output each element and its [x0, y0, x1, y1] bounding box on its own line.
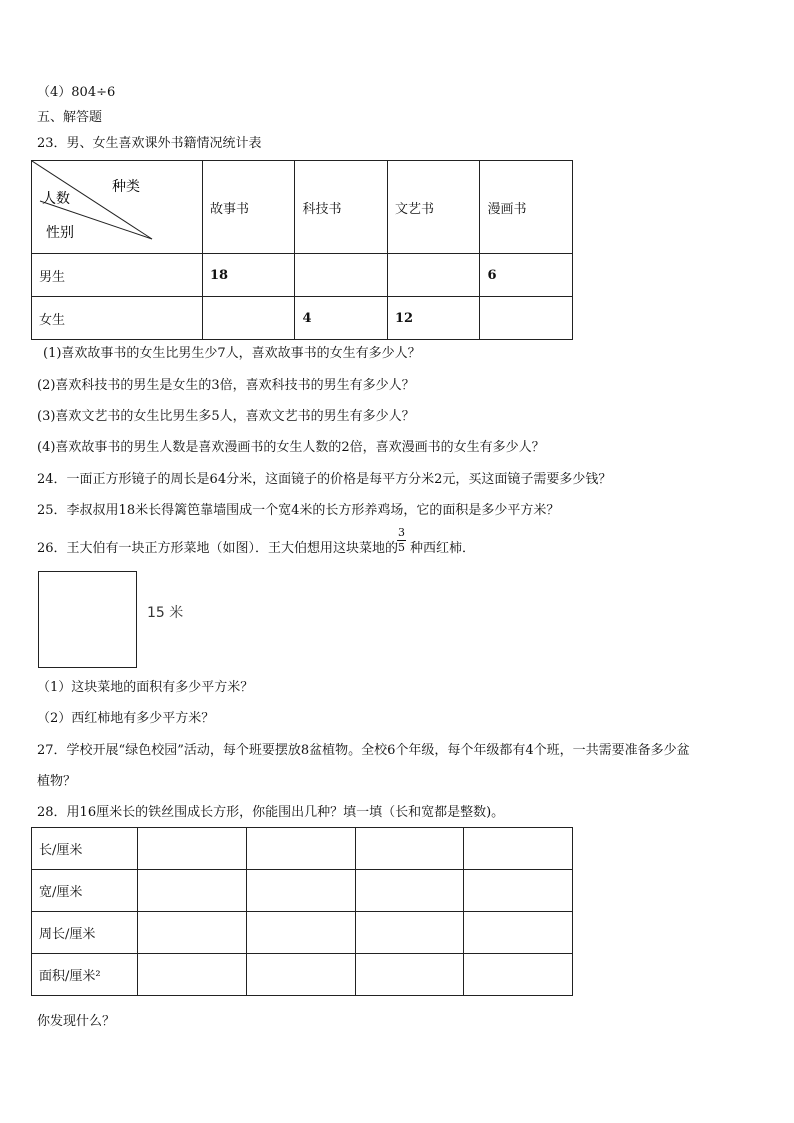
table-cell: 6 [480, 254, 573, 297]
q23-table [31, 160, 573, 340]
garden-square-figure [38, 571, 137, 668]
answer-cell[interactable] [246, 954, 355, 996]
table-row [32, 954, 573, 996]
answer-cell[interactable] [138, 870, 247, 912]
row-label: 长/厘米 [32, 828, 138, 870]
answer-cell[interactable] [355, 954, 464, 996]
fraction-denominator: 5 [398, 541, 405, 554]
q28-table [31, 827, 573, 996]
q27: 27．学校开展“绿色校园”活动，每个班要摆放8盆植物。全校6个年级，每个年级都有4个班，一共需要准备多少盆 [37, 743, 690, 758]
corner-label-count: 人数 [42, 192, 70, 207]
answer-cell[interactable] [246, 828, 355, 870]
table-row [32, 297, 573, 340]
row-label: 女生 [32, 297, 203, 340]
answer-cell[interactable] [246, 912, 355, 954]
answer-cell[interactable] [355, 912, 464, 954]
column-header: 文艺书 [387, 161, 480, 254]
answer-cell[interactable] [355, 828, 464, 870]
table-cell [202, 297, 295, 340]
q26-fraction [397, 527, 406, 554]
column-header: 故事书 [202, 161, 295, 254]
q23-sub4: (4)喜欢故事书的男生人数是喜欢漫画书的女生人数的2倍，喜欢漫画书的女生有多少人？ [37, 440, 545, 455]
row-label: 男生 [32, 254, 203, 297]
q23-sub2: (2)喜欢科技书的男生是女生的3倍，喜欢科技书的男生有多少人？ [37, 378, 415, 393]
answer-cell[interactable] [138, 954, 247, 996]
diagonal-header-cell [32, 161, 203, 254]
table-row [32, 870, 573, 912]
row-label: 面积/厘米² [32, 954, 138, 996]
fraction-numerator: 3 [398, 526, 405, 539]
table-cell [480, 297, 573, 340]
side-length-label: 15 米 [147, 605, 184, 621]
table-cell: 12 [387, 297, 480, 340]
table-row [32, 912, 573, 954]
q26-sub1: （1）这块菜地的面积有多少平方米？ [37, 680, 254, 695]
table-cell [387, 254, 480, 297]
answer-cell[interactable] [138, 912, 247, 954]
q26-sub2: （2）西红柿地有多少平方米？ [37, 711, 215, 726]
q26-text: 26．王大伯有一块正方形菜地（如图）．王大伯想用这块菜地的 [37, 541, 399, 556]
table-cell: 4 [295, 297, 388, 340]
q22-part4: （4）804÷6 [37, 85, 116, 100]
row-label: 宽/厘米 [32, 870, 138, 912]
q28-question: 你发现什么？ [37, 1014, 116, 1029]
answer-cell[interactable] [464, 954, 573, 996]
corner-label-gender: 性别 [46, 226, 74, 241]
q28: 28．用16厘米长的铁丝围成长方形，你能围出几种？填一填（长和宽都是整数)。 [37, 805, 505, 820]
table-row [32, 828, 573, 870]
answer-cell[interactable] [355, 870, 464, 912]
q23-title: 23．男、女生喜欢课外书籍情况统计表 [37, 136, 262, 151]
table-cell: 18 [202, 254, 295, 297]
table-row [32, 254, 573, 297]
answer-cell[interactable] [464, 870, 573, 912]
row-label: 周长/厘米 [32, 912, 138, 954]
answer-cell[interactable] [464, 912, 573, 954]
section-heading: 五、解答题 [37, 110, 103, 125]
q23-sub1: (1)喜欢故事书的女生比男生少7人，喜欢故事书的女生有多少人？ [43, 346, 421, 361]
answer-cell[interactable] [138, 828, 247, 870]
column-header: 漫画书 [480, 161, 573, 254]
column-header: 科技书 [295, 161, 388, 254]
answer-cell[interactable] [246, 870, 355, 912]
q23-sub3: (3)喜欢文艺书的女生比男生多5人，喜欢文艺书的男生有多少人？ [37, 409, 415, 424]
answer-cell[interactable] [464, 828, 573, 870]
q27-continued: 植物？ [37, 774, 77, 789]
q25: 25．李叔叔用18米长得篱笆靠墙围成一个宽4米的长方形养鸡场，它的面积是多少平方米？ [37, 503, 560, 518]
diagonal-lines [32, 161, 202, 253]
q26-text-end: 种西红柿． [410, 541, 476, 556]
q24: 24．一面正方形镜子的周长是64分米，这面镜子的价格是每平方分米2元，买这面镜子需要多少钱？ [37, 472, 612, 487]
corner-label-category: 种类 [112, 180, 140, 195]
table-cell [295, 254, 388, 297]
